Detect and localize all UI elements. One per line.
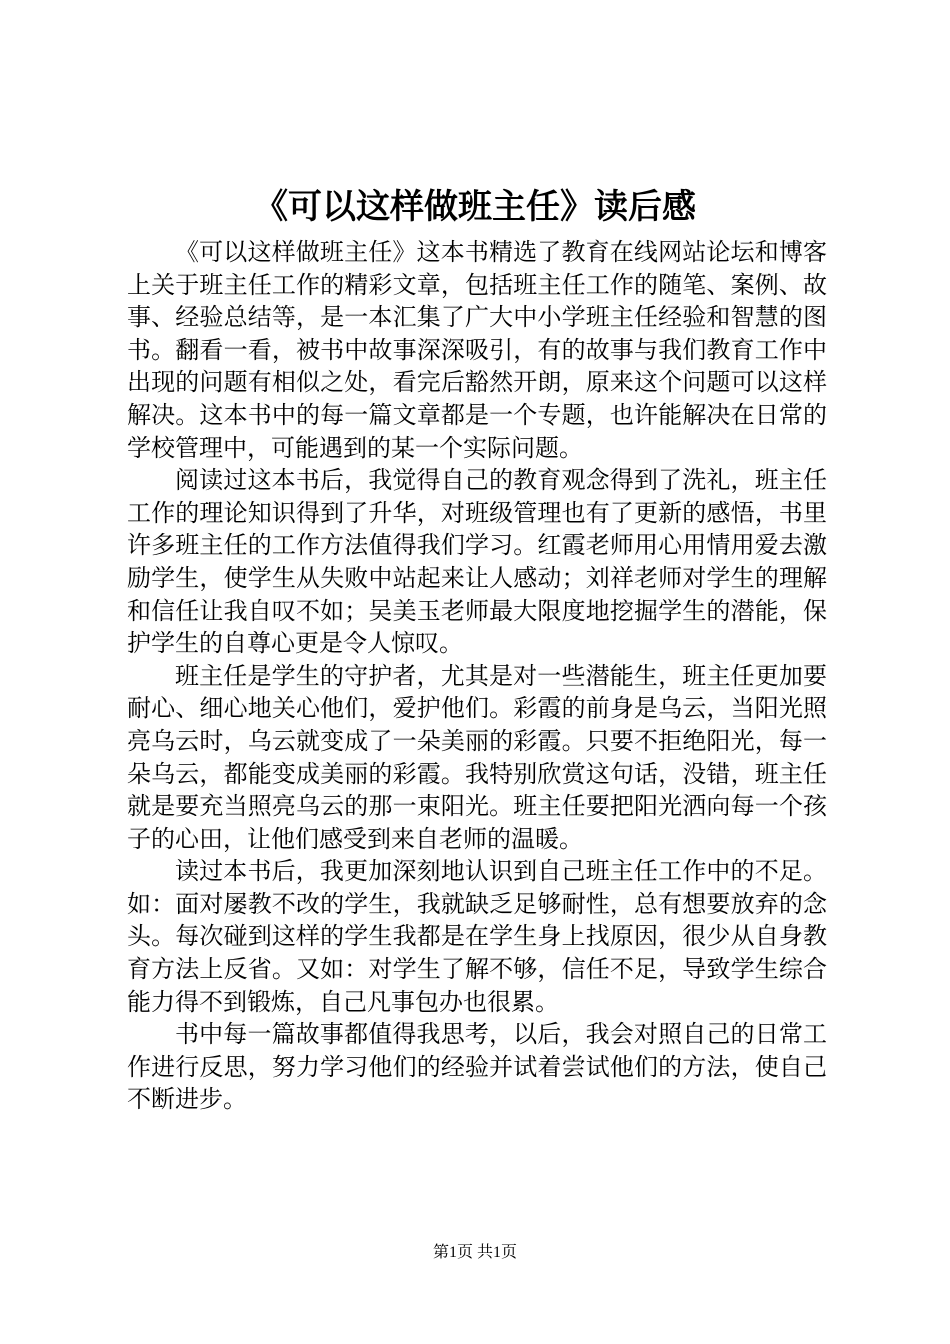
paragraph-3: 班主任是学生的守护者，尤其是对一些潜能生，班主任更加要耐心、细心地关心他们，爱护他们。彩霞的前身是乌云，当阳光照亮乌云时，乌云就变成了一朵美丽的彩霞。只要不拒绝阳光，每一朵乌云，都能变成美丽的彩霞。我特别欣赏这句话，没错，班主任就是要充当照亮乌云的那一束阳光。班主任要把阳光洒向每一个孩子的心田，让他们感受到来自老师的温暖。: [127, 661, 827, 853]
document-body: [127, 236, 827, 1116]
paragraph-4: 读过本书后，我更加深刻地认识到自己班主任工作中的不足。如：面对屡教不改的学生，我就缺乏足够耐性，总有想要放弃的念头。每次碰到这样的学生我都是在学生身上找原因，很少从自身教育方法上反省。又如：对学生了解不够，信任不足，导致学生综合能力得不到锻炼，自己凡事包办也很累。: [127, 857, 827, 1016]
page-number-footer: 第1页 共1页: [432, 1244, 517, 1261]
paragraph-5: 书中每一篇故事都值得我思考，以后，我会对照自己的日常工作进行反思，努力学习他们的经验并试着尝试他们的方法，使自己不断进步。: [127, 1020, 827, 1114]
document-title: 《可以这样做班主任》读后感: [254, 187, 696, 227]
paragraph-2: 阅读过这本书后，我觉得自己的教育观念得到了洗礼，班主任工作的理论知识得到了升华，对班级管理也有了更新的感悟，书里许多班主任的工作方法值得我们学习。红霞老师用心用情用爱去激励学生，使学生从失败中站起来让人感动；刘祥老师对学生的理解和信任让我自叹不如；吴美玉老师最大限度地挖掘学生的潜能，保护学生的自尊心更是令人惊叹。: [127, 466, 827, 658]
paragraph-1: 《可以这样做班主任》这本书精选了教育在线网站论坛和博客上关于班主任工作的精彩文章，包括班主任工作的随笔、案例、故事、经验总结等，是一本汇集了广大中小学班主任经验和智慧的图书。翻看一看，被书中故事深深吸引，有的故事与我们教育工作中出现的问题有相似之处，看完后豁然开朗，原来这个问题可以这样解决。这本书中的每一篇文章都是一个专题，也许能解决在日常的学校管理中，可能遇到的某一个实际问题。: [127, 238, 827, 462]
